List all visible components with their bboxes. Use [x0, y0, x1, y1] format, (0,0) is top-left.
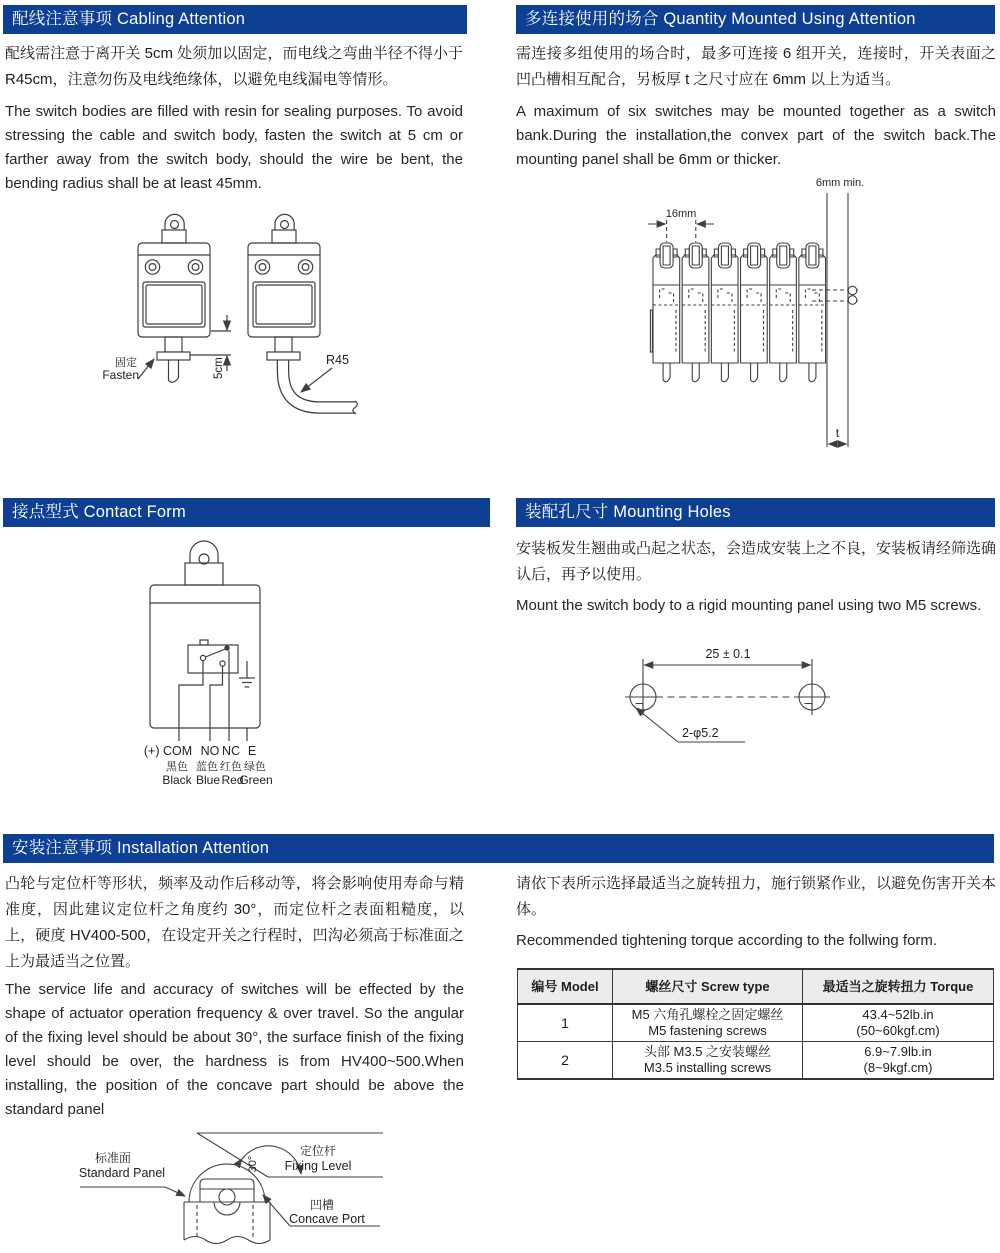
section-header-cabling: 配线注意事项 Cabling Attention	[3, 5, 467, 34]
installation-diagram	[50, 1110, 470, 1253]
col-header-screw-type: 螺丝尺寸 Screw type	[613, 969, 803, 1004]
torque-table	[517, 968, 994, 1080]
install-text-cn-right: 请依下表所示选择最适当之旋转扭力，施行锁紧作业，以避免伤害开关本体。	[516, 875, 997, 918]
screw-en: M5 fastening screws	[648, 1023, 767, 1038]
terminal-com-label: (+) COM	[143, 744, 193, 758]
section-header-quantity: 多连接使用的场合 Quantity Mounted Using Attention	[516, 5, 995, 34]
table-row	[518, 1042, 994, 1080]
wire-color-black-cn: 黑色	[166, 761, 188, 773]
screw-cn: 头部 M3.5 之安装螺丝	[643, 1044, 772, 1059]
concave-port-label-en: Concave Port	[289, 1212, 365, 1226]
standard-panel-label-cn: 标准面	[94, 1151, 132, 1165]
col-header-torque: 最适当之旋转扭力 Torque	[803, 969, 994, 1004]
wire-color-green-cn: 绿色	[244, 761, 266, 773]
cell-screw-2	[613, 1042, 803, 1080]
install-text-en-left: The service life and accuracy of switches will be effected by the shape of actuator operation frequency & over travel. So the angular of the fixing level should be about 30°, the surface finish of the fixing level should be over, the hardness is from HV400~500.When installing, the position of the concave part should be above the standard panel	[5, 981, 464, 1118]
screw-cn: M5 六角孔螺栓之固定螺丝	[631, 1007, 784, 1022]
cabling-text-cn: 配线需注意于离开关 5cm 处须加以固定，而电线之弯曲半径不得小于R45cm，注意勿伤及电线绝缘体，以避免电线漏电等情形。	[5, 45, 463, 88]
torque-kgfcm: (8~9kgf.cm)	[863, 1060, 933, 1075]
fasten-label-cn: 固定	[115, 357, 137, 369]
quantity-text-en: A maximum of six switches may be mounted together as a switch bank.During the installation,the convex part of the switch back.The mounting panel shall be 6mm or thicker.	[516, 103, 996, 168]
section-header-contact: 接点型式 Contact Form	[3, 498, 490, 527]
angle-30-label: 30°	[247, 1155, 259, 1173]
cell-torque-1	[803, 1004, 994, 1042]
torque-kgfcm: (50~60kgf.cm)	[856, 1023, 940, 1038]
install-text-cn-left: 凸轮与定位杆等形状，频率及动作后移动等，将会影响使用寿命与精准度，因此建议定位杆之角度约 30°，而定位杆之表面粗糙度，以上，硬度 HV400-500，在设定开关之行程时，凹沟必须高于标准面之上为最适当之位置。	[5, 875, 464, 970]
dim-t-label: t	[835, 428, 840, 440]
mounting-text-en: Mount the switch body to a rigid mounting panel using two M5 screws.	[516, 597, 982, 614]
roller-pin-icon	[171, 221, 179, 229]
dim-5cm-label: 5cm	[213, 357, 225, 379]
screw-en: M3.5 installing screws	[643, 1060, 772, 1075]
standard-panel-label-en: Standard Panel	[78, 1166, 166, 1180]
section-header-mounting: 装配孔尺寸 Mounting Holes	[516, 498, 995, 527]
terminal-e-label: E	[247, 744, 257, 758]
cabling-diagram	[0, 203, 462, 465]
torque-lbin: 6.9~7.9lb.in	[864, 1044, 932, 1059]
dim-16mm-label: 16mm	[665, 208, 697, 220]
holes-phi-label: 2-φ5.2	[682, 726, 719, 740]
wire-color-blue-cn: 蓝色	[196, 761, 218, 773]
col-header-model: 编号 Model	[518, 969, 613, 1004]
wire-color-blue-en: Blue	[195, 773, 221, 787]
quantity-diagram	[600, 170, 1000, 460]
fasten-label-en: Fasten	[102, 368, 139, 382]
cabling-text-en: The switch bodies are filled with resin for sealing purposes. To avoid stressing the cable and switch body, fasten the switch at 5 cm or farther away from the switch body, should the wire be bent, the bending radius shall be at least 45mm.	[5, 103, 463, 192]
radius-r45-label: R45	[326, 353, 349, 367]
dim-25-label: 25 ± 0.1	[705, 647, 751, 661]
mounting-holes-diagram	[515, 638, 995, 763]
mounting-text-cn: 安装板发生翘曲或凸起之状态，会造成安装上之不良，安装板请经筛选确认后，再予以使用。	[516, 540, 997, 583]
wire-color-black-en: Black	[162, 773, 192, 787]
torque-table-header-row	[518, 969, 994, 1004]
terminal-nc-label: NC	[221, 744, 241, 758]
cell-torque-2	[803, 1042, 994, 1080]
wire-color-green-en: Green	[239, 773, 273, 787]
cell-model-2: 2	[518, 1042, 613, 1080]
install-text-en-right: Recommended tightening torque according to the follwing form.	[516, 932, 938, 949]
wire-color-red-cn: 红色	[220, 761, 242, 773]
wire-color-red-en: Red	[221, 773, 244, 787]
panel-6mm-label: 6mm min.	[815, 177, 865, 189]
fixing-level-label-en: Fixing Level	[284, 1159, 352, 1173]
concave-port-label-cn: 凹槽	[309, 1198, 335, 1212]
terminal-no-label: NO	[200, 744, 220, 758]
cell-screw-1	[613, 1004, 803, 1042]
quantity-text-cn: 需连接多组使用的场合时，最多可连接 6 组开关，连接时，开关表面之凹凸槽相互配合，另板厚 t 之尺寸应在 6mm 以上为适当。	[516, 45, 996, 88]
table-row	[518, 1004, 994, 1042]
contact-form-diagram	[0, 528, 462, 792]
section-header-install: 安装注意事项 Installation Attention	[3, 834, 994, 863]
torque-lbin: 43.4~52lb.in	[862, 1007, 934, 1022]
fixing-level-label-cn: 定位杆	[299, 1144, 337, 1158]
cell-model-1: 1	[518, 1004, 613, 1042]
